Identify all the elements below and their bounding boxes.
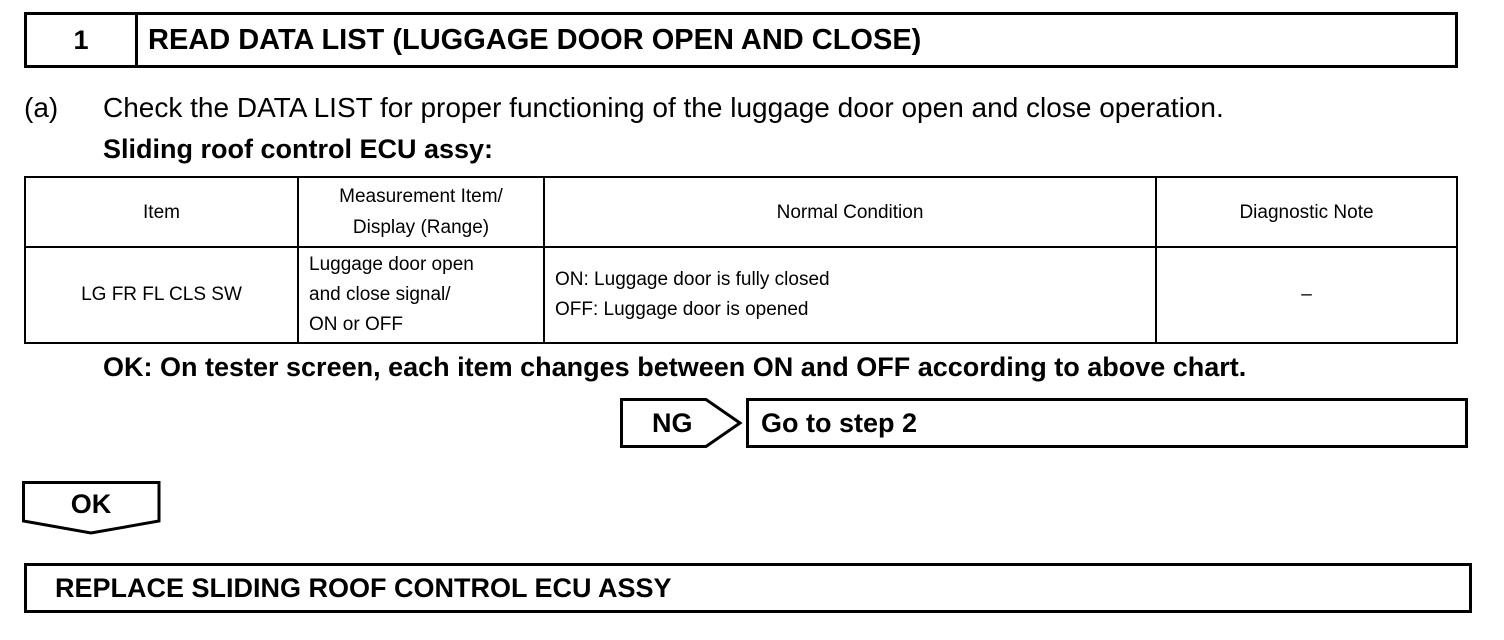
cell-measurement-line3: ON or OFF [309, 314, 403, 335]
table-row [25, 247, 1457, 343]
ok-statement: OK: On tester screen, each item changes between ON and OFF according to above chart. [103, 352, 1247, 382]
header-item: Item [25, 177, 298, 247]
table-header-row [25, 177, 1457, 247]
goto-step-box: Go to step 2 [746, 398, 1468, 448]
ecu-subheading: Sliding roof control ECU assy: [103, 134, 494, 164]
cell-measurement [298, 247, 544, 343]
header-diagnostic-note: Diagnostic Note [1156, 177, 1457, 247]
cell-item: LG FR FL CLS SW [25, 247, 298, 343]
header-normal-condition: Normal Condition [544, 177, 1156, 247]
instruction-text: Check the DATA LIST for proper functioning of the luggage door open and close operation. [103, 92, 1224, 123]
cell-normal-line2: OFF: Luggage door is opened [555, 299, 809, 320]
cell-diagnostic-note: – [1156, 247, 1457, 343]
cell-normal-condition [544, 247, 1156, 343]
cell-normal-line1: ON: Luggage door is fully closed [555, 269, 830, 290]
replace-action-box: REPLACE SLIDING ROOF CONTROL ECU ASSY [24, 563, 1472, 613]
step-header [24, 12, 1458, 68]
header-measurement-line1: Measurement Item/ [339, 186, 503, 207]
header-measurement-line2: Display (Range) [352, 217, 490, 238]
cell-measurement-line1: Luggage door open [309, 254, 474, 275]
instruction-label: (a) [24, 92, 59, 123]
step-number: 1 [27, 15, 138, 65]
cell-measurement-line2: and close signal/ [309, 284, 451, 305]
step-title: READ DATA LIST (LUGGAGE DOOR OPEN AND CLOSE) [148, 23, 922, 56]
ok-label: OK [70, 488, 112, 519]
data-list-table [24, 176, 1458, 344]
ng-label: NG [652, 407, 693, 438]
header-measurement [298, 177, 544, 247]
